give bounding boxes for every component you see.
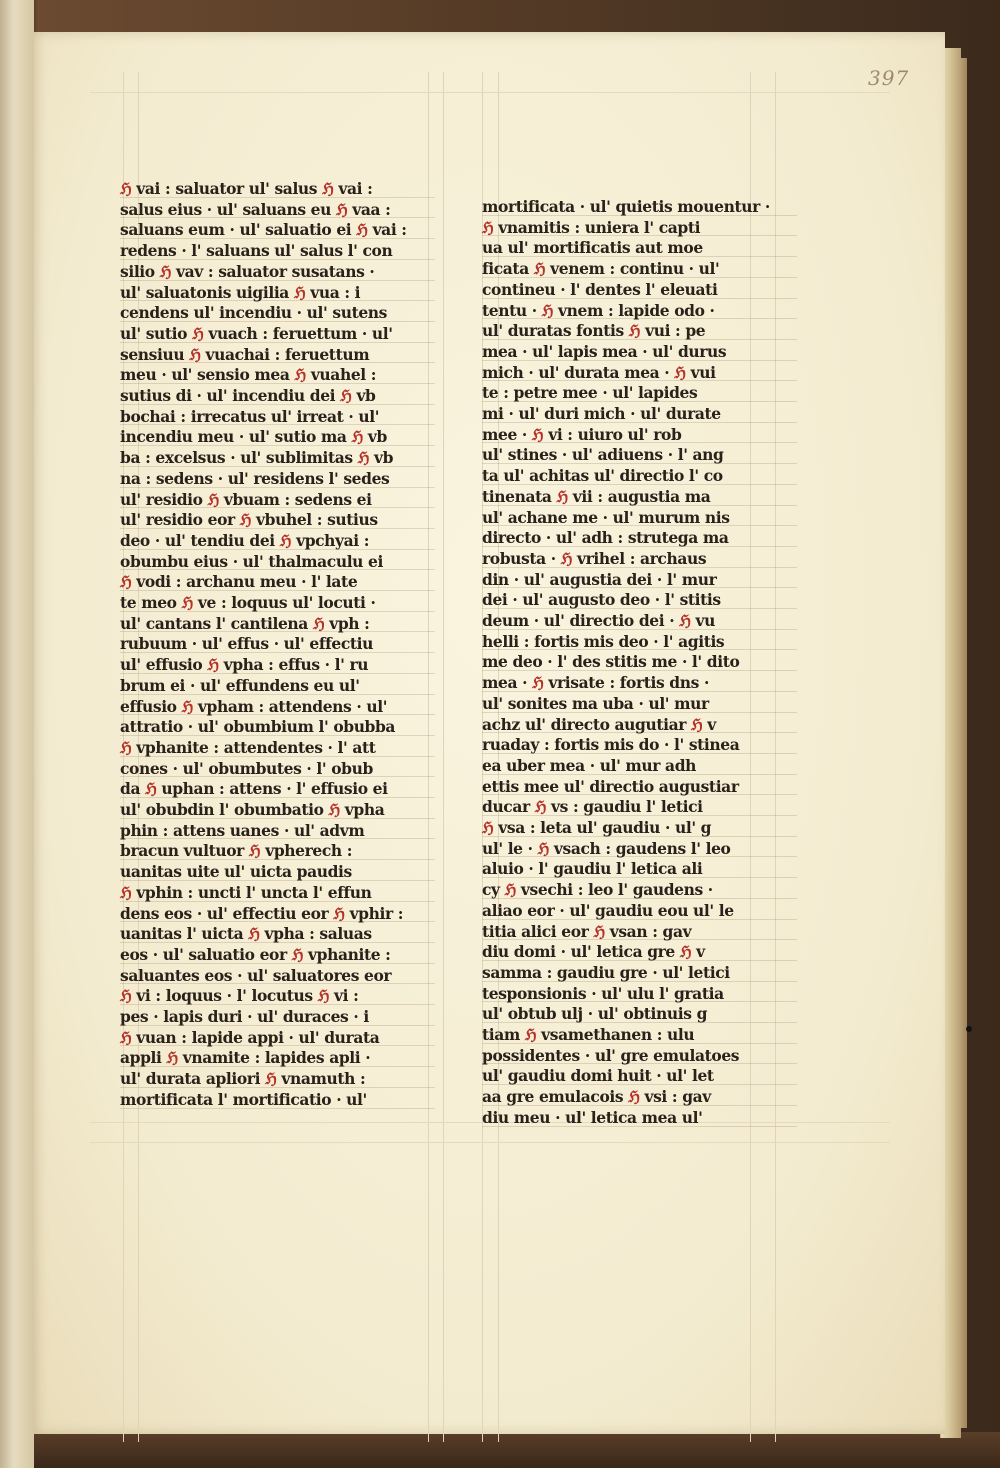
manuscript-line: mi · ul' duri mich · ul' durate <box>482 404 721 423</box>
manuscript-line: phin : attens uanes · ul' advm <box>120 820 365 840</box>
manuscript-line: cones · ul' obumbutes · l' obub <box>120 758 373 778</box>
rubric-mark: ℌ <box>533 259 546 279</box>
manuscript-line: eos · ul' saluatio eor ℌ vphanite : <box>120 944 391 964</box>
rubric-mark: ℌ <box>181 593 193 612</box>
rubric-mark: ℌ <box>691 714 703 734</box>
rubric-mark: ℌ <box>120 1027 132 1047</box>
rubric-mark: ℌ <box>192 323 204 343</box>
rubric-mark: ℌ <box>279 530 292 550</box>
rubric-mark: ℌ <box>679 611 691 630</box>
rubric-mark: ℌ <box>504 880 516 900</box>
manuscript-line: titia alici eor ℌ vsan : gav <box>482 921 692 941</box>
manuscript-line: obumbu eius · ul' thalmaculu ei <box>120 551 383 571</box>
manuscript-line: ua ul' mortificatis aut moe <box>482 238 703 258</box>
rubric-mark: ℌ <box>593 921 605 941</box>
rubric-mark: ℌ <box>189 344 201 364</box>
manuscript-line: ℌ vphin : uncti l' uncta l' effun <box>120 882 372 902</box>
rubric-mark: ℌ <box>166 1048 178 1068</box>
manuscript-line: ta ul' achitas ul' directio l' co <box>482 466 723 486</box>
rubric-mark: ℌ <box>541 300 554 320</box>
manuscript-line: uanitas l' uicta ℌ vpha : saluas <box>120 924 372 944</box>
manuscript-line: tesponsionis · ul' ulu l' gratia <box>482 983 724 1003</box>
manuscript-line: ul' saluatonis uigilia ℌ vua : i <box>120 282 361 302</box>
manuscript-line: incendiu meu · ul' sutio ma ℌ vb <box>120 427 387 447</box>
manuscript-line: directo · ul' adh : strutega ma <box>482 528 729 548</box>
rubric-mark: ℌ <box>524 1025 537 1044</box>
manuscript-line: mea · ul' lapis mea · ul' durus <box>482 341 727 361</box>
rubric-mark: ℌ <box>181 696 193 716</box>
ruling-line <box>90 92 890 93</box>
rubric-mark: ℌ <box>239 510 252 530</box>
rubric-mark: ℌ <box>248 841 261 861</box>
manuscript-line: ficata ℌ venem : continu · ul' <box>482 259 720 279</box>
rubric-mark: ℌ <box>674 362 686 382</box>
rubric-mark: ℌ <box>207 489 219 509</box>
manuscript-line: mortificata · ul' quietis mouentur · <box>482 197 770 216</box>
manuscript-line: silio ℌ vav : saluator susatans · <box>120 261 375 281</box>
manuscript-line: cy ℌ vsechi : leo l' gaudens · <box>482 880 713 900</box>
manuscript-line: tentu · ℌ vnem : lapide odo · <box>482 300 715 320</box>
rubric-mark: ℌ <box>120 179 132 198</box>
manuscript-line: pes · lapis duri · ul' duraces · i <box>120 1007 369 1026</box>
manuscript-line: ℌ vphanite : attendentes · l' att <box>120 737 376 757</box>
manuscript-line: ul' duratas fontis ℌ vui : pe <box>482 321 706 341</box>
rubric-mark: ℌ <box>291 944 304 964</box>
manuscript-line: dei · ul' augusto deo · l' stitis <box>482 590 721 610</box>
manuscript-line: ℌ vnamitis : uniera l' capti <box>482 217 701 237</box>
manuscript-line: tiam ℌ vsamethanen : ulu <box>482 1025 695 1044</box>
rubric-mark: ℌ <box>679 942 692 962</box>
rubric-mark: ℌ <box>120 572 132 592</box>
manuscript-line: ul' sutio ℌ vuach : feruettum · ul' <box>120 323 393 343</box>
rubric-mark: ℌ <box>357 448 370 468</box>
manuscript-line: robusta · ℌ vrihel : archaus <box>482 548 707 568</box>
folio-number: 397 <box>868 66 910 90</box>
manuscript-line: ul' effusio ℌ vpha : effus · l' ru <box>120 655 369 675</box>
rubric-mark: ℌ <box>207 655 219 675</box>
rubric-mark: ℌ <box>120 986 132 1006</box>
manuscript-line: ul' gaudiu domi huit · ul' let <box>482 1066 714 1086</box>
manuscript-line: saluantes eos · ul' saluatores eor <box>120 965 392 985</box>
rubric-mark: ℌ <box>560 548 573 568</box>
manuscript-line: mea · ℌ vrisate : fortis dns · <box>482 673 709 693</box>
manuscript-line: achz ul' directo augutiar ℌ v <box>482 714 716 734</box>
manuscript-line: ducar ℌ vs : gaudiu l' letici <box>482 797 703 817</box>
text-column-right <box>482 196 802 1146</box>
manuscript-line: uanitas uite ul' uicta paudis <box>120 862 352 882</box>
manuscript-line: ruaday : fortis mis do · l' stinea <box>482 735 740 755</box>
manuscript-line: te : petre mee · ul' lapides <box>482 383 698 403</box>
rubric-mark: ℌ <box>120 737 132 757</box>
manuscript-line: effusio ℌ vpham : attendens · ul' <box>120 696 388 716</box>
rubric-mark: ℌ <box>482 217 494 237</box>
manuscript-line: ℌ vi : loquus · l' locutus ℌ vi : <box>120 986 359 1006</box>
binding-board-bottom <box>0 1432 1000 1468</box>
manuscript-line: cendens ul' incendiu · ul' sutens <box>120 303 387 323</box>
rubric-mark: ℌ <box>120 882 132 902</box>
rubric-mark: ℌ <box>531 424 544 444</box>
rubric-mark: ℌ <box>482 818 494 837</box>
manuscript-line: rubuum · ul' effus · ul' effectiu <box>120 634 373 654</box>
manuscript-line: mee · ℌ vi : uiuro ul' rob <box>482 424 682 444</box>
previous-leaf-edge <box>0 0 34 1468</box>
ruling-line <box>443 72 444 1442</box>
manuscript-line: ba : excelsus · ul' sublimitas ℌ vb <box>120 448 394 468</box>
manuscript-line: me deo · l' des stitis me · l' dito <box>482 652 740 672</box>
manuscript-line: ul' cantans l' cantilena ℌ vph : <box>120 613 370 633</box>
manuscript-line: ℌ vodi : archanu meu · l' late <box>120 572 358 592</box>
manuscript-line: aa gre emulacois ℌ vsi : gav <box>482 1087 711 1107</box>
manuscript-line: ul' sonites ma uba · ul' mur <box>482 693 709 713</box>
manuscript-line: te meo ℌ ve : loquus ul' locuti · <box>120 593 376 612</box>
manuscript-line: sutius di · ul' incendiu dei ℌ vb <box>120 386 376 405</box>
manuscript-line: redens · l' saluans ul' salus l' con <box>120 241 393 261</box>
manuscript-line: sensiuu ℌ vuachai : feruettum <box>120 344 370 364</box>
manuscript-line: bracun vultuor ℌ vpherech : <box>120 841 353 861</box>
manuscript-line: ea uber mea · ul' mur adh <box>482 755 697 775</box>
manuscript-line: diu meu · ul' letica mea ul' <box>482 1107 703 1127</box>
rubric-mark: ℌ <box>628 321 641 341</box>
manuscript-line: attratio · ul' obumbium l' obubba <box>120 717 396 737</box>
rubric-mark: ℌ <box>532 673 544 693</box>
rubric-mark: ℌ <box>537 838 549 858</box>
manuscript-line: ettis mee ul' directio augustiar <box>482 776 739 796</box>
manuscript-line: da ℌ uphan : attens · l' effusio ei <box>120 779 388 799</box>
rubric-mark: ℌ <box>312 613 325 633</box>
rubric-mark: ℌ <box>556 486 568 506</box>
manuscript-line: aliao eor · ul' gaudiu eou ul' le <box>482 900 734 920</box>
manuscript-line: saluans eum · ul' saluatio ei ℌ vai : <box>120 220 407 240</box>
manuscript-line: mortificata l' mortificatio · ul' <box>120 1089 367 1109</box>
manuscript-line: contineu · l' dentes l' eleuati <box>482 279 718 299</box>
text-column-left <box>120 178 440 1128</box>
manuscript-line: ul' obubdin l' obumbatio ℌ vpha <box>120 800 385 819</box>
manuscript-line: ul' obtub ulj · ul' obtinuis g <box>482 1004 708 1024</box>
manuscript-line: ℌ vuan : lapide appi · ul' durata <box>120 1027 380 1047</box>
rubric-mark: ℌ <box>534 797 547 817</box>
rubric-mark: ℌ <box>265 1069 277 1089</box>
rubric-mark: ℌ <box>293 282 306 302</box>
rubric-mark: ℌ <box>317 986 330 1006</box>
manuscript-line: ul' durata apliori ℌ vnamuth : <box>120 1069 366 1089</box>
manuscript-line: bochai : irrecatus ul' irreat · ul' <box>120 406 380 426</box>
ink-dot <box>966 1026 972 1032</box>
rubric-mark: ℌ <box>294 365 306 385</box>
manuscript-line: ul' achane me · ul' murum nis <box>482 507 730 527</box>
manuscript-line: tinenata ℌ vii : augustia ma <box>482 486 711 506</box>
rubric-mark: ℌ <box>351 427 363 447</box>
manuscript-line: ℌ vsa : leta ul' gaudiu · ul' g <box>482 818 712 837</box>
manuscript-line: dens eos · ul' effectiu eor ℌ vphir : <box>120 903 404 923</box>
manuscript-line: ul' stines · ul' adiuens · l' ang <box>482 445 724 465</box>
manuscript-line: deo · ul' tendiu dei ℌ vpchyai : <box>120 530 370 550</box>
manuscript-line: meu · ul' sensio mea ℌ vuahel : <box>120 365 377 385</box>
manuscript-line: ul' residio ℌ vbuam : sedens ei <box>120 489 372 509</box>
manuscript-line: helli : fortis mis deo · l' agitis <box>482 631 725 651</box>
rubric-mark: ℌ <box>333 903 345 923</box>
rubric-mark: ℌ <box>328 800 340 819</box>
manuscript-line: na : sedens · ul' residens l' sedes <box>120 468 390 488</box>
manuscript-line: salus eius · ul' saluans eu ℌ vaa : <box>120 199 391 219</box>
manuscript-line: appli ℌ vnamite : lapides apli · <box>120 1048 371 1068</box>
manuscript-line: diu domi · ul' letica gre ℌ v <box>482 942 705 962</box>
rubric-mark: ℌ <box>159 261 172 281</box>
manuscript-line: samma : gaudiu gre · ul' letici <box>482 962 730 982</box>
manuscript-line: mich · ul' durata mea · ℌ vui <box>482 362 716 382</box>
manuscript-line: ℌ vai : saluator ul' salus ℌ vai : <box>120 179 373 198</box>
manuscript-line: brum ei · ul' effundens eu ul' <box>120 675 360 695</box>
rubric-mark: ℌ <box>145 779 157 799</box>
manuscript-line: deum · ul' directio dei · ℌ vu <box>482 611 715 630</box>
rubric-mark: ℌ <box>628 1087 640 1107</box>
manuscript-line: ul' residio eor ℌ vbuhel : sutius <box>120 510 378 530</box>
manuscript-line: din · ul' augustia dei · l' mur <box>482 569 717 589</box>
rubric-mark: ℌ <box>248 924 260 944</box>
rubric-mark: ℌ <box>322 179 334 198</box>
manuscript-line: possidentes · ul' gre emulatoes <box>482 1045 740 1065</box>
manuscript-line: aluio · l' gaudiu l' letica ali <box>482 859 703 879</box>
rubric-mark: ℌ <box>335 199 348 219</box>
manuscript-line: ul' le · ℌ vsach : gaudens l' leo <box>482 838 731 858</box>
rubric-mark: ℌ <box>340 386 352 405</box>
rubric-mark: ℌ <box>356 220 368 240</box>
